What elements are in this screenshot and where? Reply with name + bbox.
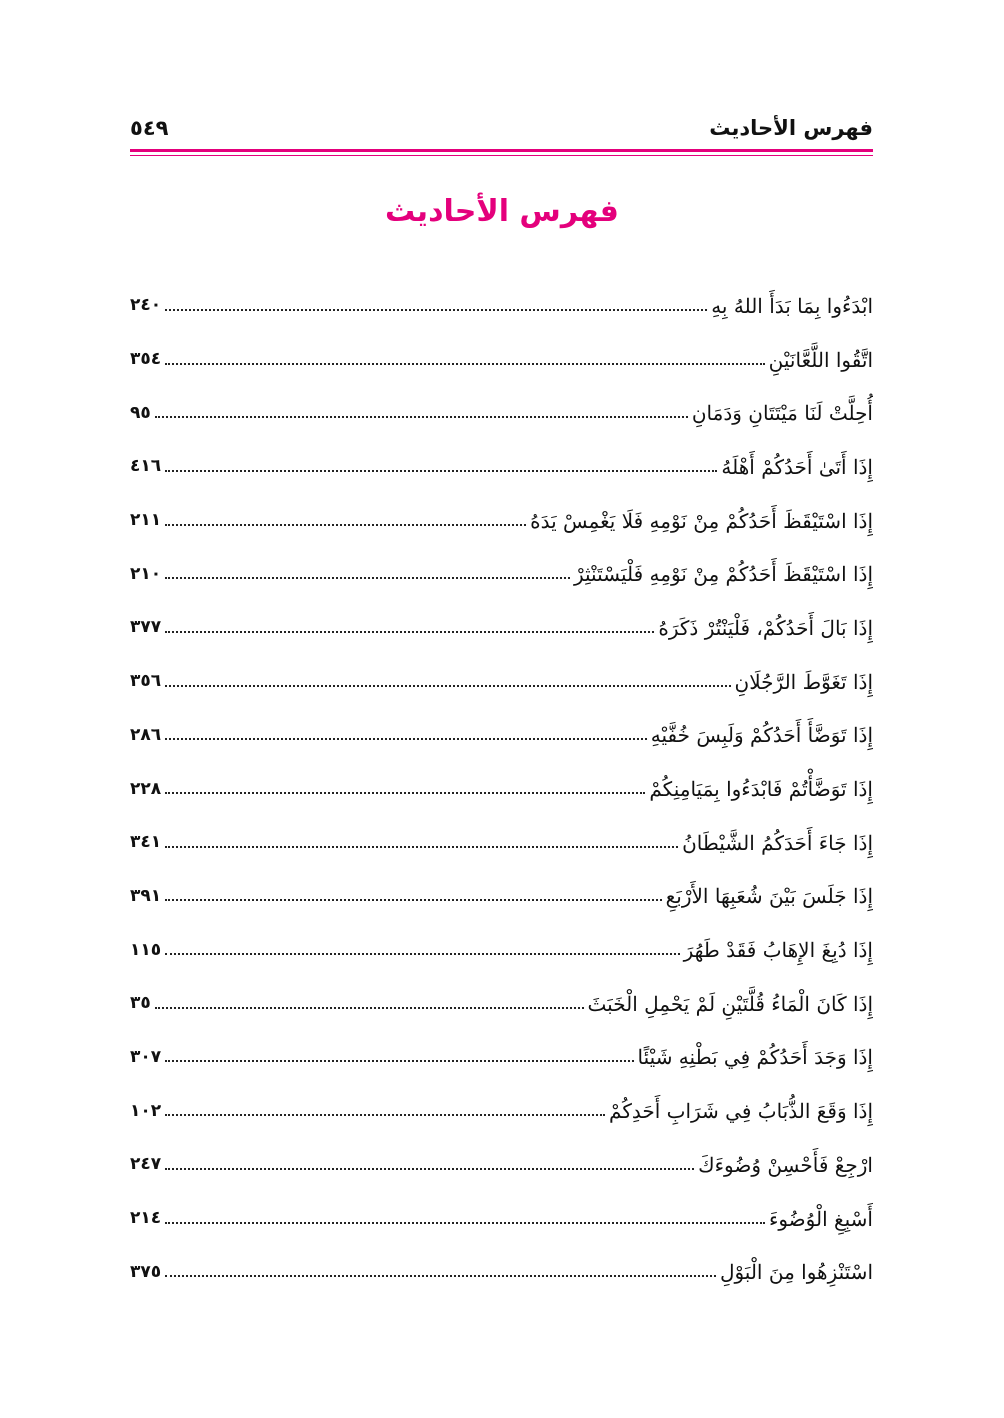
page-reference: ١٠٢	[130, 1100, 162, 1121]
hadith-text: إِذَا وَجَدَ أَحَدُكُمْ فِي بَطْنِهِ شَيْئًا	[637, 1045, 873, 1070]
index-entry	[130, 870, 873, 924]
dot-leader	[165, 897, 662, 901]
hadith-text: إِذَا تَوَضَّأْتُمْ فَابْدَءُوا بِمَيَامِنِكُمْ	[649, 777, 873, 802]
index-entry	[130, 386, 873, 440]
dot-leader	[165, 1273, 716, 1277]
page-reference: ٢٤٠	[130, 295, 162, 316]
page-reference: ٣٩١	[130, 885, 162, 906]
page-header	[130, 112, 873, 150]
index-entry	[130, 816, 873, 870]
dot-leader	[165, 1166, 694, 1170]
hadith-text: ارْجِعْ فَأَحْسِنْ وُضُوءَكَ	[698, 1152, 873, 1177]
dot-leader	[165, 307, 707, 311]
page-reference: ٢٨٦	[130, 724, 162, 745]
page-reference: ٩٥	[130, 402, 151, 423]
running-header-title: فهرس الأحاديث	[709, 116, 873, 140]
dot-leader	[165, 951, 680, 955]
dot-leader	[165, 1112, 605, 1116]
dot-leader	[165, 1058, 633, 1062]
dot-leader	[165, 522, 526, 526]
header-rule-thin	[130, 155, 873, 156]
dot-leader	[165, 844, 678, 848]
hadith-text: ابْدَءُوا بِمَا بَدَأَ اللهُ بِهِ	[711, 293, 873, 318]
index-entry	[130, 601, 873, 655]
page-reference: ٣٧٥	[130, 1261, 162, 1282]
hadith-text: إِذَا تَوَضَّأَ أَحَدُكُمْ وَلَبِسَ خُفَّيْهِ	[650, 723, 873, 748]
dot-leader	[165, 1220, 765, 1224]
hadith-text: إِذَا بَالَ أَحَدُكُمْ، فَلْيَنْتُرْ ذَكَرَهُ	[658, 615, 873, 640]
index-entry	[130, 1084, 873, 1138]
hadith-text: إِذَا اسْتَيْقَظَ أَحَدُكُمْ مِنْ نَوْمِهِ فَلْيَسْتَنْثِرْ	[573, 562, 873, 587]
page-reference: ٣٤١	[130, 832, 162, 853]
page-reference: ٣٧٧	[130, 617, 162, 638]
index-entry	[130, 977, 873, 1031]
index-entry	[130, 1245, 873, 1299]
page-reference: ٢٤٧	[130, 1154, 162, 1175]
dot-leader	[165, 575, 570, 579]
index-entry	[130, 923, 873, 977]
page-number: ٥٤٩	[130, 116, 169, 140]
index-entry	[130, 1192, 873, 1246]
dot-leader	[165, 629, 654, 633]
hadith-index-list	[130, 279, 873, 1299]
header-rule-thick	[130, 149, 873, 152]
dot-leader	[155, 1005, 584, 1009]
page-reference: ٢٢٨	[130, 778, 162, 799]
hadith-text: إِذَا كَانَ الْمَاءُ قُلَّتَيْنِ لَمْ يَحْمِلِ الْخَبَثَ	[587, 991, 873, 1016]
page-reference: ٢١٤	[130, 1208, 162, 1229]
page-reference: ٢١١	[130, 510, 162, 531]
dot-leader	[155, 414, 688, 418]
index-entry	[130, 709, 873, 763]
index-entry	[130, 655, 873, 709]
index-entry	[130, 440, 873, 494]
hadith-text: إِذَا اسْتَيْقَظَ أَحَدُكُمْ مِنْ نَوْمِهِ فَلَا يَغْمِسْ يَدَهُ	[530, 508, 873, 533]
hadith-text: إِذَا جَاءَ أَحَدَكُمُ الشَّيْطَانُ	[682, 830, 873, 855]
hadith-text: اسْتَنْزِهُوا مِنَ الْبَوْلِ	[719, 1260, 873, 1285]
dot-leader	[165, 790, 645, 794]
page-reference: ٣٠٧	[130, 1046, 162, 1067]
index-title: فهرس الأحاديث	[385, 194, 619, 229]
page-reference: ٣٥٦	[130, 671, 162, 692]
index-entry	[130, 1031, 873, 1085]
hadith-text: إِذَا دُبِغَ الإِهَابُ فَقَدْ طَهُرَ	[683, 938, 873, 963]
page-reference: ٢١٠	[130, 563, 162, 584]
page-reference: ٤١٦	[130, 456, 162, 477]
index-entry	[130, 547, 873, 601]
dot-leader	[165, 736, 647, 740]
hadith-text: إِذَا جَلَسَ بَيْنَ شُعَبِهَا الأَرْبَعِ	[665, 884, 873, 909]
dot-leader	[165, 468, 717, 472]
index-entry	[130, 279, 873, 333]
page-reference: ٣٥	[130, 993, 151, 1014]
dot-leader	[165, 683, 730, 687]
hadith-text: اتَّقُوا اللَّعَّانَيْنِ	[768, 347, 873, 372]
page-reference: ٣٥٤	[130, 349, 162, 370]
hadith-text: أَسْبِغِ الْوُضُوءَ	[768, 1206, 873, 1231]
index-entry	[130, 762, 873, 816]
index-entry	[130, 1138, 873, 1192]
index-entry	[130, 494, 873, 548]
index-entry	[130, 333, 873, 387]
hadith-text: إِذَا أَتَىٰ أَحَدُكُمْ أَهْلَهُ	[721, 454, 873, 479]
page-reference: ١١٥	[130, 939, 162, 960]
dot-leader	[165, 361, 765, 365]
hadith-text: إِذَا وَقَعَ الذُّبَابُ فِي شَرَابِ أَحَدِكُمْ	[609, 1099, 873, 1124]
hadith-text: أُحِلَّتْ لَنَا مَيْتَتَانِ وَدَمَانِ	[691, 401, 873, 426]
hadith-text: إِذَا تَغَوَّطَ الرَّجُلَانِ	[734, 669, 873, 694]
